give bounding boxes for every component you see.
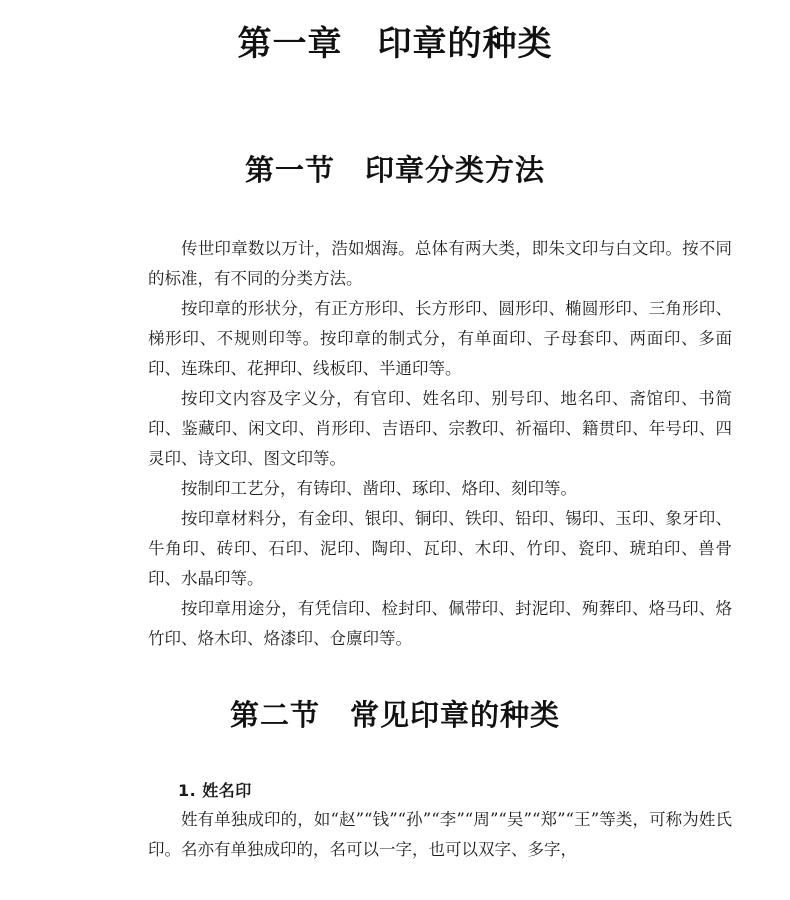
chapter-title: 第一章 印章的种类 — [237, 24, 553, 64]
paragraph: 按印章用途分，有凭信印、检封印、佩带印、封泥印、殉葬印、烙马印、烙竹印、烙木印、烙漆印、仓廪印等。 — [148, 599, 732, 648]
section-2-body — [148, 805, 732, 865]
paragraph: 姓有单独成印的，如“赵”“钱”“孙”“李”“周”“吴”“郑”“王”等类，可称为姓氏印。名亦有单独成印的，名可以一字，也可以双字、多字， — [148, 810, 732, 859]
paragraph: 按印章材料分，有金印、银印、铜印、铁印、铅印、锡印、玉印、象牙印、牛角印、砖印、石印、泥印、陶印、瓦印、木印、竹印、瓷印、琥珀印、兽骨印、水晶印等。 — [148, 509, 732, 588]
paragraph: 传世印章数以万计，浩如烟海。总体有两大类，即朱文印与白文印。按不同的标准，有不同的分类方法。 — [148, 239, 732, 288]
section-1-body — [148, 234, 732, 654]
section-heading-1: 第一节 印章分类方法 — [244, 153, 545, 187]
subsection-heading-name-seal: 1. 姓名印 — [178, 781, 252, 800]
paragraph: 按制印工艺分，有铸印、凿印、琢印、烙印、刻印等。 — [181, 479, 577, 498]
paragraph: 按印文内容及字义分，有官印、姓名印、别号印、地名印、斋馆印、书简印、鉴藏印、闲文印、肖形印、吉语印、宗教印、祈福印、籍贯印、年号印、四灵印、诗文印、图文印等。 — [148, 389, 732, 468]
section-heading-2: 第二节 常见印章的种类 — [229, 698, 560, 732]
paragraph: 按印章的形状分，有正方形印、长方形印、圆形印、椭圆形印、三角形印、梯形印、不规则印等。按印章的制式分，有单面印、子母套印、两面印、多面印、连珠印、花押印、线板印、半通印等。 — [148, 299, 732, 378]
